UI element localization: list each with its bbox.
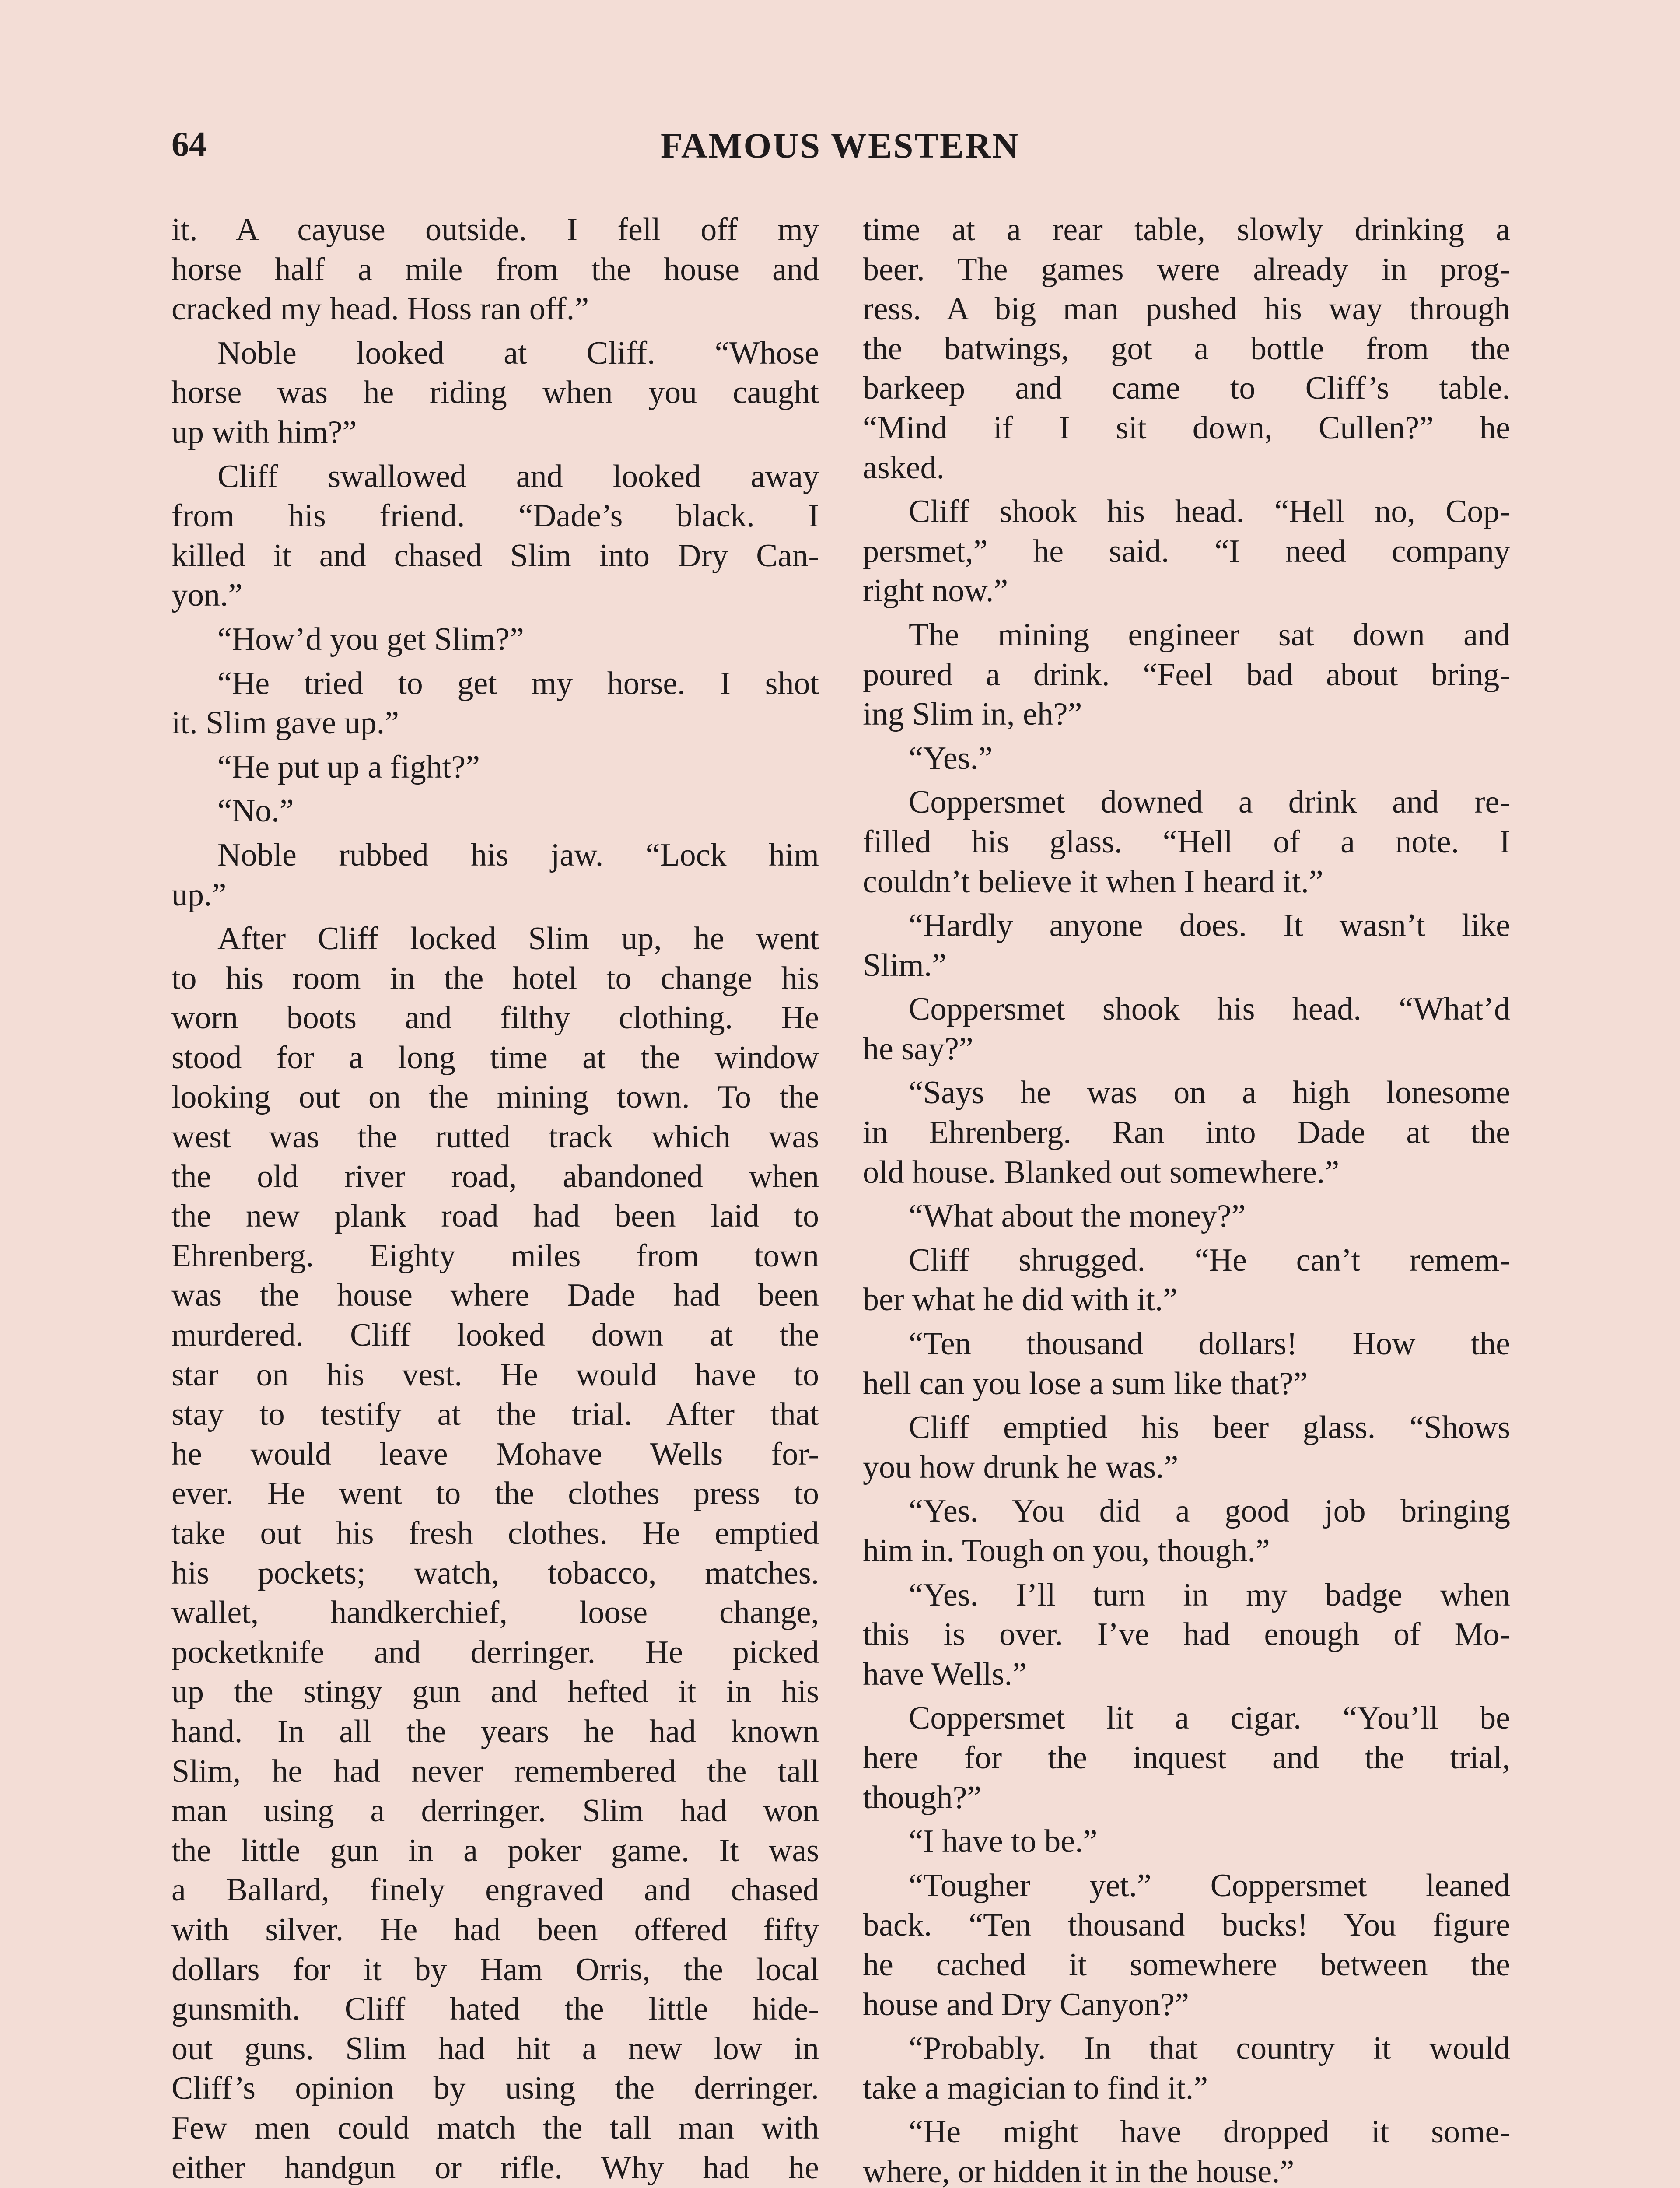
text-line: take a magician to find it.” — [863, 2070, 1208, 2106]
left-text-column — [172, 210, 819, 2188]
text-line: Cliff shrugged. “He can’t remem- — [909, 1242, 1510, 1278]
text-line: either handgun or rifle. Why had he — [172, 2149, 819, 2186]
text-line: he say?” — [863, 1031, 973, 1067]
text-line: After Cliff locked Slim up, he went — [217, 921, 819, 957]
text-line: “Yes. You did a good job bringing — [909, 1493, 1510, 1529]
text-line: killed it and chased Slim into Dry Can- — [172, 537, 819, 574]
text-line: “Yes.” — [909, 740, 993, 776]
text-line: the new plank road had been laid to — [172, 1198, 819, 1234]
paragraph — [863, 901, 1510, 985]
text-line: “He put up a fight?” — [217, 749, 480, 785]
text-line: up.” — [172, 877, 227, 913]
text-line: ever. He went to the clothes press to — [172, 1476, 819, 1512]
text-line: Coppersmet downed a drink and re- — [909, 784, 1510, 820]
text-line: back. “Ten thousand bucks! You figure — [863, 1907, 1510, 1943]
paragraph — [172, 615, 819, 659]
text-line: “He might have dropped it some- — [909, 2114, 1510, 2150]
text-line: “I have to be.” — [909, 1823, 1098, 1860]
text-line: “Says he was on a high lonesome — [909, 1075, 1510, 1111]
text-line: “How’d you get Slim?” — [217, 621, 524, 657]
text-line: beer. The games were already in prog- — [863, 251, 1510, 288]
text-line: “Ten thousand dollars! How the — [909, 1326, 1510, 1362]
paragraph — [863, 734, 1510, 778]
text-line: “Mind if I sit down, Cullen?” he — [863, 410, 1510, 446]
text-line: right now.” — [863, 573, 1008, 609]
text-line: “Probably. In that country it would — [909, 2030, 1510, 2067]
text-line: though?” — [863, 1779, 982, 1816]
text-line: “Yes. I’ll turn in my badge when — [909, 1577, 1510, 1613]
text-line: him in. Tough on you, though.” — [863, 1533, 1270, 1569]
text-line: barkeep and came to Cliff’s table. — [863, 370, 1510, 407]
text-line: filled his glass. “Hell of a note. I — [863, 824, 1510, 860]
text-line: horse was he riding when you caught — [172, 375, 819, 411]
text-line: murdered. Cliff looked down at the — [172, 1317, 819, 1353]
paragraph — [863, 778, 1510, 901]
text-line: the little gun in a poker game. It was — [172, 1832, 819, 1869]
right-text-column — [863, 210, 1510, 2188]
paragraph — [863, 487, 1510, 611]
running-head: FAMOUS WESTERN — [660, 126, 1020, 165]
text-line: in Ehrenberg. Ran into Dade at the — [863, 1115, 1510, 1151]
text-line: man using a derringer. Slim had won — [172, 1793, 819, 1829]
text-line: Slim, he had never remembered the tall — [172, 1753, 819, 1789]
paragraph — [863, 985, 1510, 1069]
paragraph — [863, 1487, 1510, 1571]
text-line: “What about the money?” — [909, 1198, 1246, 1234]
text-line: here for the inquest and the trial, — [863, 1739, 1510, 1776]
text-line: he cached it somewhere between the — [863, 1946, 1510, 1983]
text-line: he would leave Mohave Wells for- — [172, 1436, 819, 1472]
text-line: the batwings, got a bottle from the — [863, 330, 1510, 367]
text-line: hand. In all the years he had known — [172, 1713, 819, 1750]
text-line: you how drunk he was.” — [863, 1449, 1179, 1485]
text-line: west was the rutted track which was — [172, 1119, 819, 1155]
paragraph — [863, 1817, 1510, 1862]
text-line: poured a drink. “Feel bad about bring- — [863, 656, 1510, 693]
paragraph — [863, 1236, 1510, 1320]
paragraph — [172, 831, 819, 915]
text-line: the old river road, abandoned when — [172, 1158, 819, 1195]
text-line: where, or hidden it in the house.” — [863, 2153, 1295, 2188]
text-line: “No.” — [217, 793, 294, 829]
text-line: couldn’t believe it when I heard it.” — [863, 863, 1323, 900]
text-line: to his room in the hotel to change his — [172, 960, 819, 996]
text-line: yon.” — [172, 577, 243, 614]
text-line: have Wells.” — [863, 1656, 1027, 1692]
paragraph — [863, 1403, 1510, 1487]
text-line: pocketknife and derringer. He picked — [172, 1634, 819, 1670]
paragraph — [172, 329, 819, 452]
text-line: looking out on the mining town. To the — [172, 1079, 819, 1115]
text-line: ber what he did with it.” — [863, 1282, 1178, 1318]
text-line: ress. A big man pushed his way through — [863, 291, 1510, 327]
text-line: up the stingy gun and hefted it in his — [172, 1674, 819, 1710]
text-line: Coppersmet lit a cigar. “You’ll be — [909, 1700, 1510, 1736]
text-line: horse half a mile from the house and — [172, 251, 819, 288]
text-line: “Hardly anyone does. It wasn’t like — [909, 908, 1510, 944]
text-line: persmet,” he said. “I need company — [863, 533, 1510, 569]
text-line: worn boots and filthy clothing. He — [172, 1000, 819, 1036]
paragraph — [172, 915, 819, 2188]
text-line: ing Slim in, eh?” — [863, 696, 1082, 733]
text-line: time at a rear table, slowly drinking a — [863, 212, 1510, 248]
paragraph — [863, 2108, 1510, 2188]
text-line: with silver. He had been offered fifty — [172, 1911, 819, 1948]
text-line: old house. Blanked out somewhere.” — [863, 1154, 1340, 1190]
text-line: Ehrenberg. Eighty miles from town — [172, 1238, 819, 1274]
text-line: Noble looked at Cliff. “Whose — [217, 335, 819, 371]
paragraph — [863, 2024, 1510, 2108]
text-line: take out his fresh clothes. He emptied — [172, 1515, 819, 1551]
text-line: The mining engineer sat down and — [909, 617, 1510, 653]
text-line: hell can you lose a sum like that?” — [863, 1365, 1308, 1402]
text-line: it. A cayuse outside. I fell off my — [172, 212, 819, 248]
text-line: wallet, handkerchief, loose change, — [172, 1595, 819, 1631]
paragraph — [863, 1069, 1510, 1192]
text-line: Slim.” — [863, 947, 947, 983]
text-line: Noble rubbed his jaw. “Lock him — [217, 837, 819, 873]
text-line: out guns. Slim had hit a new low in — [172, 2030, 819, 2067]
text-line: house and Dry Canyon?” — [863, 1986, 1189, 2023]
paragraph — [863, 1694, 1510, 1817]
paragraph — [172, 743, 819, 787]
text-line: dollars for it by Ham Orris, the local — [172, 1951, 819, 1988]
text-line: a Ballard, finely engraved and chased — [172, 1872, 819, 1908]
paragraph — [863, 611, 1510, 734]
paragraph — [172, 659, 819, 743]
text-line: Cliff swallowed and looked away — [217, 458, 819, 494]
text-line: Cliff’s opinion by using the derringer. — [172, 2070, 819, 2107]
paragraph — [172, 210, 819, 329]
text-line: star on his vest. He would have to — [172, 1357, 819, 1393]
text-line: it. Slim gave up.” — [172, 705, 399, 741]
text-line: up with him?” — [172, 414, 357, 450]
text-line: stood for a long time at the window — [172, 1039, 819, 1076]
text-line: his pockets; watch, tobacco, matches. — [172, 1555, 819, 1591]
text-line: stay to testify at the trial. After that — [172, 1396, 819, 1433]
text-line: was the house where Dade had been — [172, 1277, 819, 1314]
text-line: Coppersmet shook his head. “What’d — [909, 991, 1510, 1027]
text-line: Few men could match the tall man with — [172, 2110, 819, 2146]
text-line: cracked my head. Hoss ran off.” — [172, 291, 589, 327]
text-line: this is over. I’ve had enough of Mo- — [863, 1616, 1510, 1653]
text-line: from his friend. “Dade’s black. I — [172, 498, 819, 534]
paragraph — [172, 787, 819, 831]
page-number: 64 — [172, 125, 206, 164]
paragraph — [863, 1862, 1510, 2024]
text-line: “He tried to get my horse. I shot — [217, 665, 819, 701]
paragraph — [863, 1571, 1510, 1694]
paragraph — [172, 452, 819, 615]
text-line: Cliff emptied his beer glass. “Shows — [909, 1410, 1510, 1446]
text-line: gunsmith. Cliff hated the little hide- — [172, 1991, 819, 2027]
text-line: Cliff shook his head. “Hell no, Cop- — [909, 494, 1510, 530]
text-line: asked. — [863, 449, 945, 486]
paragraph — [863, 1192, 1510, 1236]
paragraph — [863, 1320, 1510, 1403]
text-line: “Tougher yet.” Coppersmet leaned — [909, 1867, 1510, 1904]
paragraph — [863, 210, 1510, 487]
